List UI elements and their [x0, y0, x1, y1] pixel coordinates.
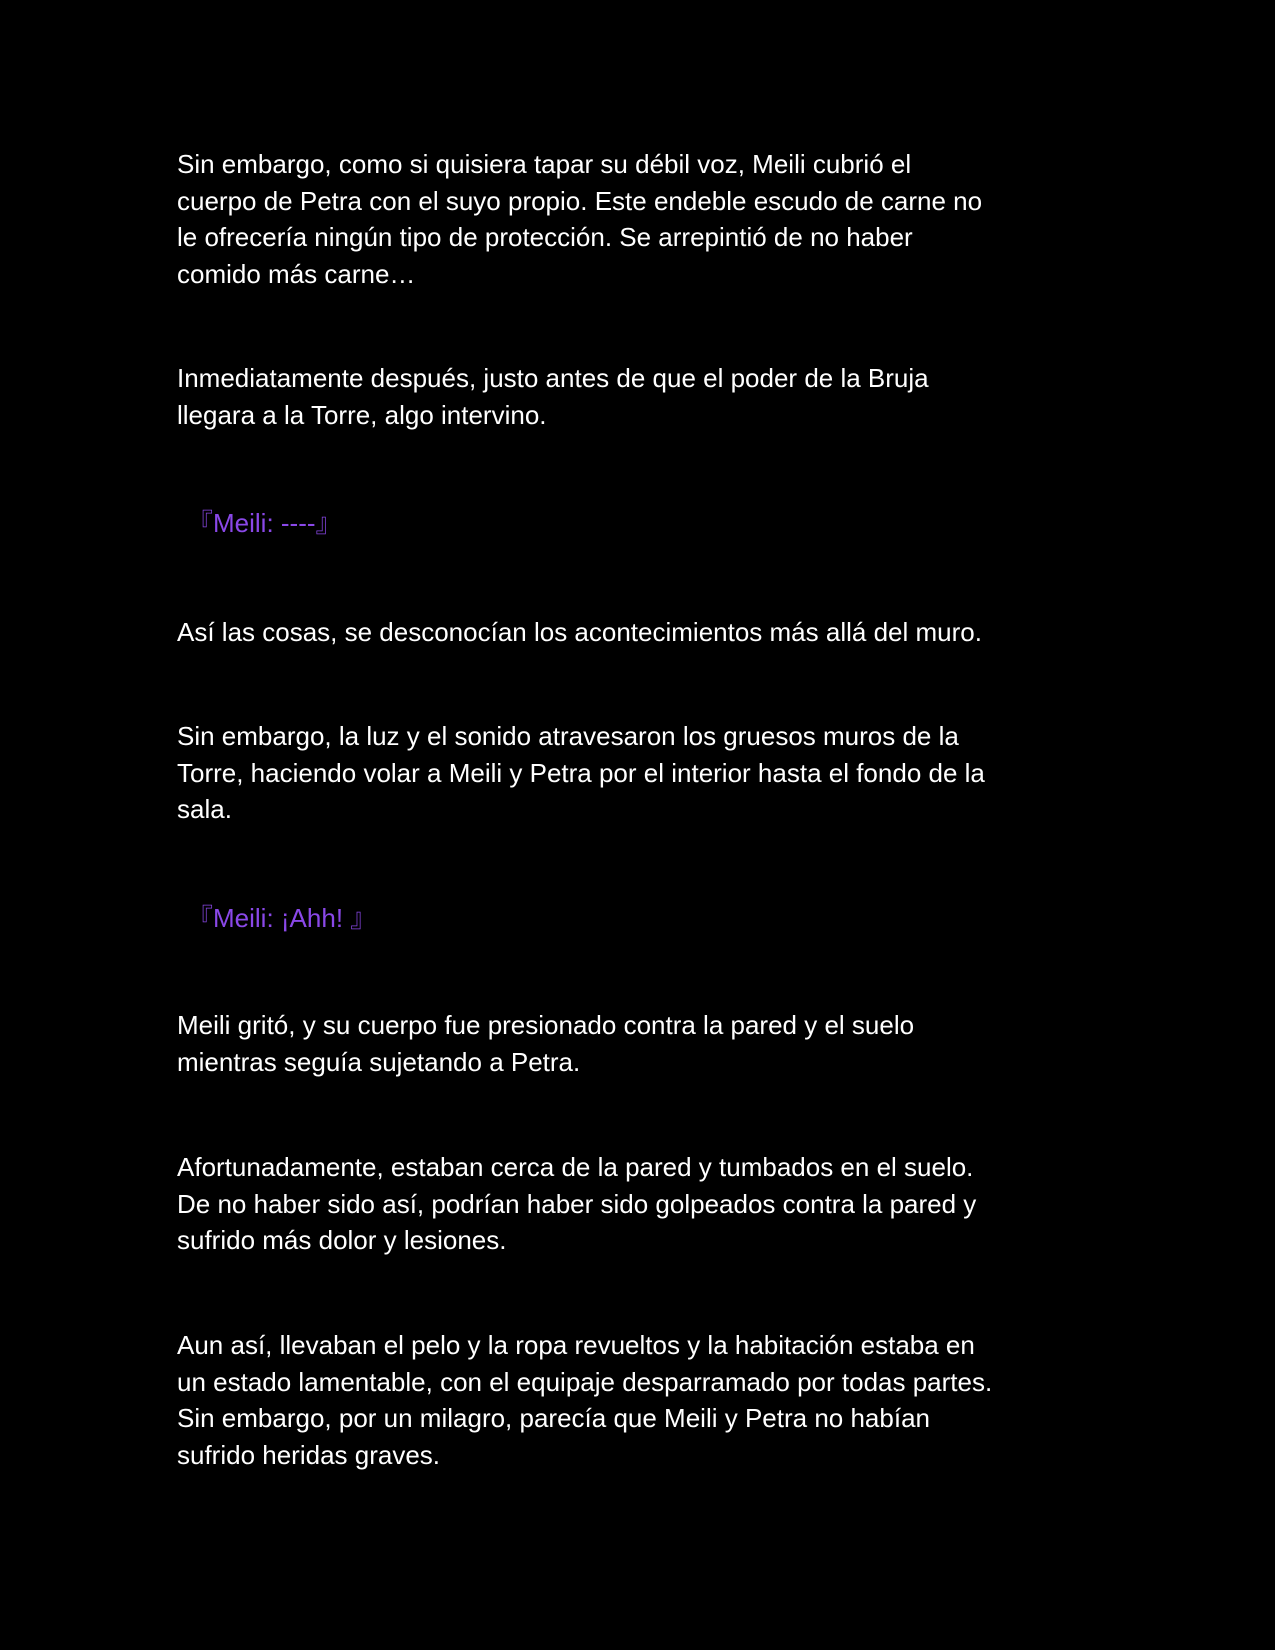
narration-paragraph-5: Meili gritó, y su cuerpo fue presionado contra la pared y el suelo mientras seguía sujetando a Petra.: [177, 1010, 915, 1077]
dialogue-line-1: 『Meili: ----』: [187, 508, 342, 538]
narration-paragraph-2: Inmediatamente después, justo antes de que el poder de la Bruja llegara a la Torre, algo intervino.: [177, 363, 929, 430]
narration-paragraph-4: Sin embargo, la luz y el sonido atravesaron los gruesos muros de la Torre, haciendo volar a Meili y Petra por el interior hasta el fondo de la sala.: [177, 721, 985, 824]
dialogue-line-2: 『Meili: ¡Ahh! 』: [187, 903, 377, 933]
narration-paragraph-3: Así las cosas, se desconocían los acontecimientos más allá del muro.: [177, 617, 982, 647]
narration-paragraph-1: Sin embargo, como si quisiera tapar su débil voz, Meili cubrió el cuerpo de Petra con el suyo propio. Este endeble escudo de carne no le ofrecería ningún tipo de protección. Se arrepintió de no haber comido más carne…: [177, 149, 983, 289]
narration-paragraph-7: Aun así, llevaban el pelo y la ropa revueltos y la habitación estaba en un estado lamentable, con el equipaje desparramado por todas partes. Sin embargo, por un milagro, parecía que Meili y Petra no habían sufrido heridas graves.: [177, 1330, 993, 1470]
narration-paragraph-6: Afortunadamente, estaban cerca de la pared y tumbados en el suelo. De no haber sido así, podrían haber sido golpeados contra la pared y sufrido más dolor y lesiones.: [177, 1152, 977, 1255]
